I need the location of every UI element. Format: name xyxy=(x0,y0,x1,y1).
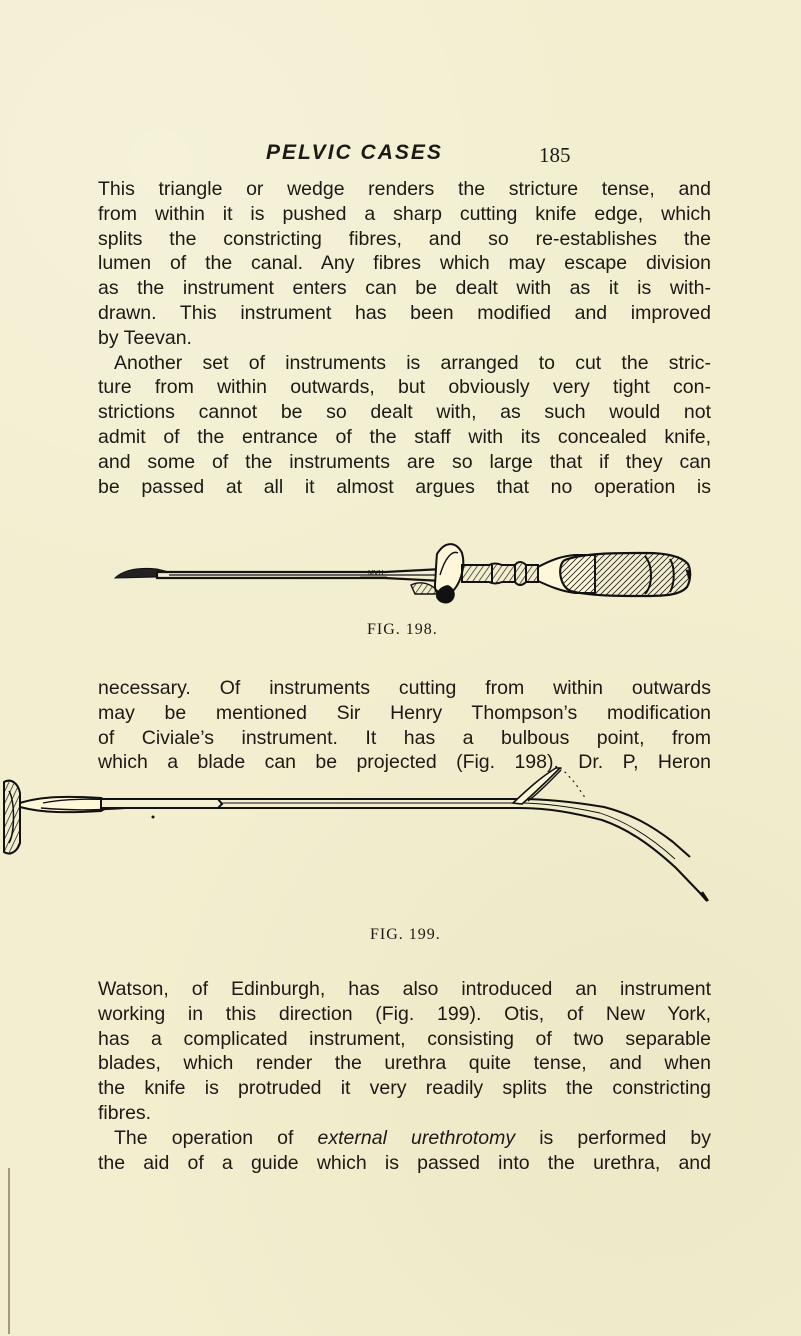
text-line: of Civiale’s instrument. It has a bulbous point, from xyxy=(98,726,711,749)
text-line: fibres. xyxy=(98,1101,152,1124)
text-line: admit of the entrance of the staff with its concealed knife, xyxy=(98,425,711,448)
figure-199-caption: FIG. 199. xyxy=(370,926,441,943)
paragraph-watson-otis-urethrotomy xyxy=(98,977,711,1175)
paragraph-instruments xyxy=(98,676,711,775)
running-head: PELVIC CASES xyxy=(266,141,443,164)
text-line: from within it is pushed a sharp cutting knife edge, which xyxy=(98,202,711,225)
text-line: blades, which render the urethra quite tense, and when xyxy=(98,1052,711,1075)
italic-term: external urethrotomy xyxy=(317,1126,516,1149)
figure-198-caption: FIG. 198. xyxy=(367,621,438,638)
page-header xyxy=(266,139,571,167)
text-line: by Teevan. xyxy=(98,326,192,349)
text-line: be passed at all it almost argues that no operation is xyxy=(98,475,711,498)
text-line: working in this direction (Fig. 199). Otis, of New York, xyxy=(98,1002,711,1025)
text-line: drawn. This instrument has been modified and improved xyxy=(98,301,711,324)
text-line: Another set of instruments is arranged to cut the stric- xyxy=(114,351,711,374)
text-line: may be mentioned Sir Henry Thompson’s modification xyxy=(98,701,711,724)
figure-198-urethrotome-illustration xyxy=(95,536,695,610)
figure-199-urethrotome-illustration xyxy=(0,765,801,913)
text-line: has a complicated instrument, consisting of two separable xyxy=(98,1027,711,1050)
text-line: Watson, of Edinburgh, has also introduced an instrument xyxy=(98,978,711,1000)
text-line: splits the constricting fibres, and so re-establishes the xyxy=(98,227,711,250)
text-line: lumen of the canal. Any fibres which may escape division xyxy=(98,252,711,275)
text-line: This triangle or wedge renders the stricture tense, and xyxy=(98,178,711,200)
text-line: as the instrument enters can be dealt with as it is with- xyxy=(98,277,711,300)
page-edge-mark xyxy=(8,1168,10,1334)
text-line: and some of the instruments are so large that if they can xyxy=(98,450,711,473)
text-span: The operation of xyxy=(114,1126,318,1149)
svg-text:MVH: MVH xyxy=(368,570,384,577)
text-line: necessary. Of instruments cutting from within outwards xyxy=(98,677,711,699)
page-number: 185 xyxy=(539,143,571,167)
text-line: ture from within outwards, but obviously very tight con- xyxy=(98,376,711,399)
text-span: is performed by xyxy=(515,1126,712,1149)
text-line: the knife is protruded it very readily splits the constricting xyxy=(98,1077,711,1100)
text-line: strictions cannot be so dealt with, as such would not xyxy=(98,401,711,424)
text-line-with-italic xyxy=(98,1126,711,1151)
paragraph-stricture-wedge xyxy=(98,177,711,499)
text-line: the aid of a guide which is passed into the urethra, and xyxy=(98,1151,711,1174)
text-line: which a blade can be projected (Fig. 198). Dr. P, Heron xyxy=(98,751,711,774)
